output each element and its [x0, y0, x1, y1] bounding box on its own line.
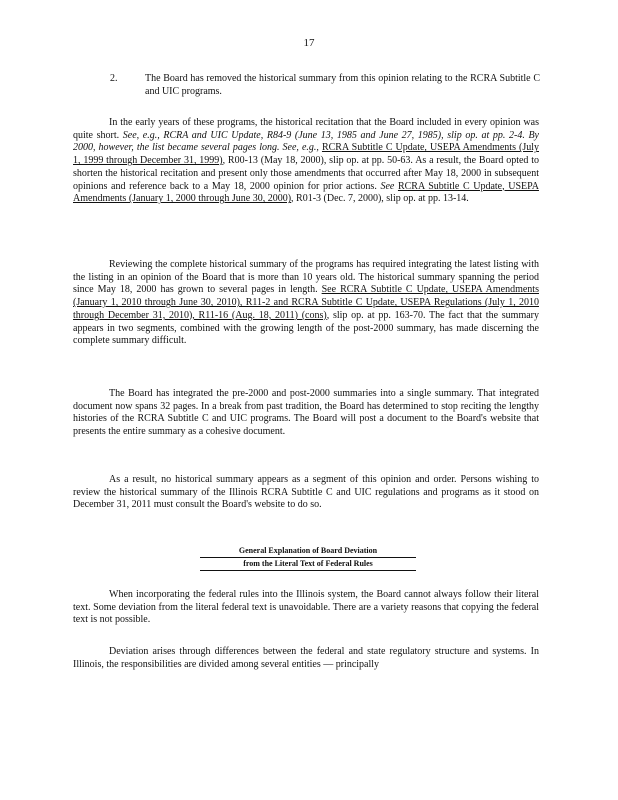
p2-case-titles: See RCRA Subtitle C Update, USEPA Amendments (January 1, 2010 through June 30, 2010), R11-2 and RCRA Subtitle C Update, USEPA Regulations (July 1, 2010 through December 31, 2010), R11-16 (Aug. 18, 2011) (cons) — [73, 284, 539, 321]
p1-text-e: , R00-13 (May 18, 2000), slip op. at pp. 50-63. As a result, the Board opted to shorten the historical recitation and present only those amendments that occurred after May 18, 2000 in subsequent opinions and reference back to a May 18, 2000 opinion for prior actions. — [73, 155, 539, 192]
paragraph-early-years — [73, 117, 539, 206]
p1-text-h: , R01-3 (Dec. 7, 2000), slip op. at pp. 13-14. — [291, 193, 469, 205]
p2-text-c: , slip op. at pp. 163-70. The fact that the summary appears in two segments, combined with the growing length of the post-2000 summary, has made discerning the complete summary difficult. — [73, 309, 539, 347]
heading-line-1: General Explanation of Board Deviation — [200, 545, 416, 558]
page-number: 17 — [303, 37, 315, 49]
p1-case-title-1: RCRA Subtitle C Update, USEPA Amendments (July 1, 1999 through December 31, 1999) — [73, 142, 539, 167]
paragraph-reviewing — [73, 259, 539, 348]
item-text: The Board has removed the historical summary from this opinion relating to the RCRA Subtitle C and UIC programs. — [145, 73, 540, 97]
p1-cite-see: See, e.g., RCRA and UIC Update, R84-9 (June 13, 1985 and June 27, 1985), slip op. at pp. 2-4. By 2000, however, the list became several pages long. — [73, 129, 539, 154]
heading-line-2: from the Literal Text of Federal Rules — [200, 558, 416, 571]
p1-cite-see-2: See — [380, 180, 398, 192]
paragraph-integrated: The Board has integrated the pre-2000 and post-2000 summaries into a single summary. That integrated document now spans 32 pages. In a break from past tradition, the Board has determined to stop reciting the lengthy histories of the RCRA Subtitle C and UIC programs. The Board will post a document to the Board's website that presents the entire summary as a cohesive document. — [73, 388, 539, 438]
section-heading — [200, 545, 416, 571]
item-number: 2. — [110, 73, 118, 84]
p1-text-a: In the early years of these programs, the historical recitation that the Board included in every opinion was quite short. — [73, 117, 539, 141]
numbered-item-2 — [110, 73, 540, 98]
paragraph-result: As a result, no historical summary appears as a segment of this opinion and order. Persons wishing to review the historical summary of the Illinois RCRA Subtitle C and UIC regulations and programs as it stood on December 31, 2011 must consult the Board's website to do so. — [73, 474, 539, 511]
p1-cite-see-eg: See, e.g., — [282, 142, 322, 154]
p2-text-a: Reviewing the complete historical summary of the programs has required integrating the latest listing with the listing in an opinion of the Board that is more than 10 years old. The historical summary spanning the period since May 18, 2000 has grown to several pages in length. — [73, 259, 539, 296]
paragraph-deviation: Deviation arises through differences between the federal and state regulatory structure and systems. In Illinois, the responsibilities are divided among several entities — principally — [73, 646, 539, 670]
p1-case-title-2: RCRA Subtitle C Update, USEPA Amendments (January 1, 2000 through June 30, 2000) — [73, 180, 539, 205]
paragraph-incorporating: When incorporating the federal rules into the Illinois system, the Board cannot always follow their literal text. Some deviation from the literal federal text is unavoidable. There are a variety reasons that copying the federal text is not possible. — [73, 589, 539, 626]
